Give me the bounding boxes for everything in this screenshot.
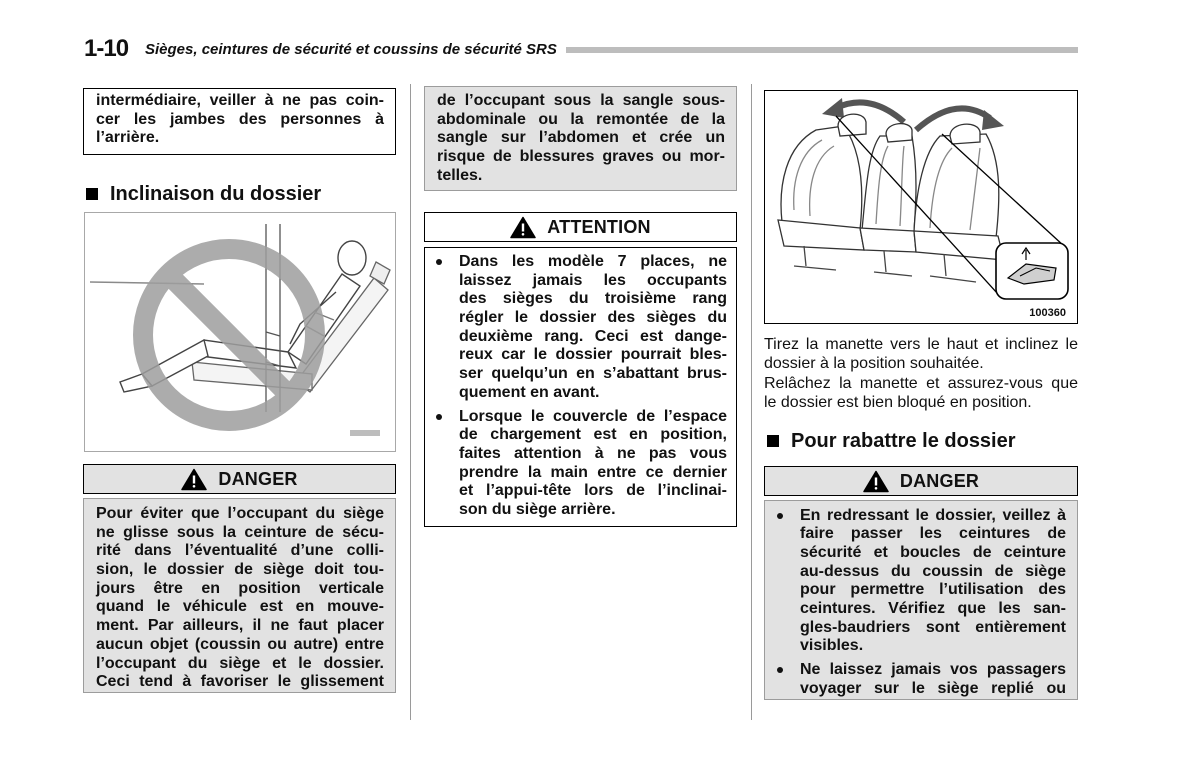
danger-label: DANGER <box>218 469 298 489</box>
text-line: sion, le dossier de siège doit tou- <box>96 561 384 579</box>
danger-header <box>764 466 1078 496</box>
round-bullet-icon <box>777 513 783 519</box>
text-line: et l’appui-tête lors de l’inclinai- <box>459 482 727 500</box>
heading-text: Inclinaison du dossier <box>110 183 322 205</box>
text-line: l’occupant du siège et le dossier. <box>96 654 384 672</box>
rear-seat-illustration <box>764 90 1078 324</box>
text-line: risque de blessures graves ou mor- <box>437 148 725 166</box>
instruction-text <box>764 336 1078 412</box>
section-title: Sièges, ceintures de sécurité et coussins de sécurité SRS <box>145 41 557 58</box>
text-line: sangle sur l’abdomen et crée un <box>437 129 725 147</box>
text-line: ser quelqu’un en s’abattant brus- <box>459 365 727 383</box>
text-line: ment. Par ailleurs, il ne faut placer <box>96 617 384 635</box>
page-number: 1-10 <box>84 35 129 62</box>
danger-body <box>764 500 1078 700</box>
text-line: son du siège arrière. <box>459 500 616 518</box>
text-line: cer les jambes des personnes à <box>96 110 384 128</box>
attention-body <box>424 247 737 527</box>
text-line: Ne laissez jamais vos passagers <box>800 661 1066 678</box>
attention-header <box>424 212 737 242</box>
text-line: laissez jamais les occupants <box>459 271 727 289</box>
text-line: de l’occupant sous la sangle sous- <box>437 92 725 109</box>
continued-warning-box <box>83 88 396 155</box>
text-line: visibles. <box>800 637 864 655</box>
text-line: quand le véhicule est en mouve- <box>96 598 384 616</box>
text-line: dossier à la position souhaitée. <box>764 354 984 372</box>
text-line: au-dessus du coussin de siège <box>800 562 1066 580</box>
danger-header <box>83 464 396 494</box>
text-line: ne glisse sous la ceinture de sécu- <box>96 523 384 541</box>
figure-marker <box>350 430 380 436</box>
square-heading-bullet-icon <box>86 188 98 200</box>
list-item <box>459 408 727 520</box>
text-line: des sièges du troisième rang <box>459 290 727 308</box>
text-line: régler le dossier des sièges du <box>459 309 727 327</box>
text-line: reux car le dossier pourrait bles- <box>459 346 727 364</box>
continued-danger-box <box>424 86 737 191</box>
text-line: Dans les modèle 7 places, ne <box>459 253 727 270</box>
text-line: prendre la main entre ce dernier <box>459 463 727 481</box>
text-line: de chargement est en position, <box>459 426 727 444</box>
warning-triangle-icon <box>181 468 207 491</box>
figure-code: 100360 <box>1029 307 1066 319</box>
round-bullet-icon <box>777 667 783 673</box>
text-line: rité dans l’éventualité d’une colli- <box>96 542 384 560</box>
warning-triangle-icon <box>863 470 889 493</box>
text-line: Lorsque le couvercle de l’espace <box>459 407 727 425</box>
text-line: gles-baudriers sont entièrement <box>800 618 1066 636</box>
warning-triangle-icon <box>510 216 536 239</box>
round-bullet-icon <box>436 259 442 265</box>
text-line: jours être en position verticale <box>96 579 384 597</box>
text-line: voyager sur le siège replié ou <box>800 679 1066 697</box>
list-item <box>800 661 1066 698</box>
text-line: l’arrière. <box>96 129 160 147</box>
text-line: faites attention à ne pas vous <box>459 444 727 462</box>
round-bullet-icon <box>436 414 442 420</box>
paragraph <box>764 375 1078 412</box>
header-rule <box>566 47 1078 53</box>
text-line: intermédiaire, veiller à ne pas coin- <box>96 92 384 109</box>
text-line: pour permettre l’utilisation des <box>800 581 1066 599</box>
text-line: quement en avant. <box>459 383 600 401</box>
text-line: le dossier est bien bloqué en position. <box>764 393 1032 411</box>
column-divider-left <box>410 84 411 720</box>
heading-text: Pour rabattre le dossier <box>791 430 1016 452</box>
text-line: Tirez la manette vers le haut et inclinez le <box>764 336 1078 353</box>
text-line: abdominale ou la remontée de la <box>437 110 725 128</box>
section-heading-recline <box>86 184 321 204</box>
lever-inset <box>996 243 1068 299</box>
square-heading-bullet-icon <box>767 435 779 447</box>
text-line: sécurité et boucles de ceinture <box>800 543 1066 561</box>
text-line: aucun objet (coussin ou autre) entre <box>96 635 384 653</box>
list-item <box>459 253 727 403</box>
text-line: En redressant le dossier, veillez à <box>800 506 1066 524</box>
text-line: telles. <box>437 166 483 184</box>
list-item <box>800 507 1066 657</box>
danger-body <box>83 498 396 693</box>
danger-label: DANGER <box>899 471 980 491</box>
column-divider-right <box>751 84 752 720</box>
text-line: Ceci tend à favoriser le glissement <box>96 673 384 691</box>
section-heading-fold <box>767 431 1016 451</box>
text-line: faire passer les ceintures de <box>800 525 1066 543</box>
recline-prohibited-illustration <box>84 212 396 452</box>
attention-label: ATTENTION <box>547 217 651 237</box>
text-line: ceintures. Vérifiez que les san- <box>800 599 1066 617</box>
paragraph <box>764 336 1078 373</box>
text-line: deuxième rang. Ceci est dange- <box>459 327 727 345</box>
text-line: Relâchez la manette et assurez-vous que <box>764 374 1078 392</box>
text-line: Pour éviter que l’occupant du siège <box>96 505 384 522</box>
